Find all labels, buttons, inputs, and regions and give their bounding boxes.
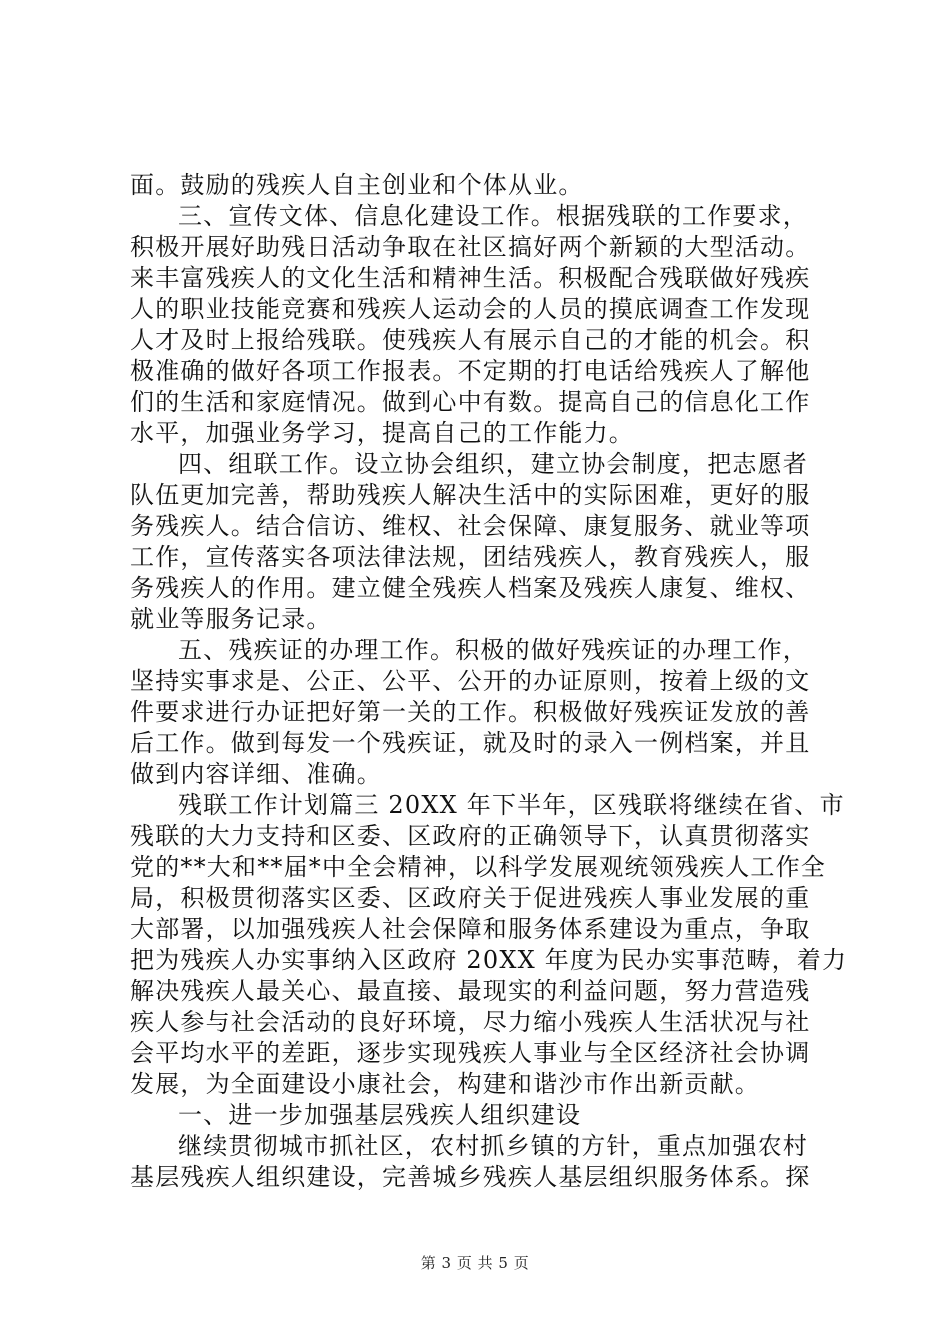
text-line: 局，积极贯彻落实区委、区政府关于促进残疾人事业发展的重 xyxy=(130,884,811,912)
text-line: 五、残疾证的办理工作。积极的做好残疾证的办理工作， xyxy=(178,636,808,664)
document-body xyxy=(130,170,848,1193)
text-line: 件要求进行办证把好第一关的工作。积极做好残疾证发放的善 xyxy=(130,698,811,726)
text-line: 人的职业技能竞赛和残疾人运动会的人员的摸底调查工作发现 xyxy=(130,295,811,323)
text-line: 继续贯彻城市抓社区，农村抓乡镇的方针，重点加强农村 xyxy=(178,1132,808,1160)
text-line: 务残疾人的作用。建立健全残疾人档案及残疾人康复、维权、 xyxy=(130,574,811,602)
text-line: 来丰富残疾人的文化生活和精神生活。积极配合残联做好残疾 xyxy=(130,264,811,292)
text-line: 发展，为全面建设小康社会，构建和谐沙市作出新贡献。 xyxy=(130,1070,760,1098)
text-line: 把为残疾人办实事纳入区政府 20XX 年度为民办实事范畴，着力 xyxy=(130,946,848,974)
text-line: 三、宣传文体、信息化建设工作。根据残联的工作要求， xyxy=(178,202,808,230)
text-line: 极准确的做好各项工作报表。不定期的打电话给残疾人了解他 xyxy=(130,357,811,385)
text-line: 会平均水平的差距，逐步实现残疾人事业与全区经济社会协调 xyxy=(130,1039,811,1067)
text-line: 务残疾人。结合信访、维权、社会保障、康复服务、就业等项 xyxy=(130,512,811,540)
text-line: 就业等服务记录。 xyxy=(130,605,332,633)
text-line: 疾人参与社会活动的良好环境，尽力缩小残疾人生活状况与社 xyxy=(130,1008,811,1036)
text-line: 残联的大力支持和区委、区政府的正确领导下，认真贯彻落实 xyxy=(130,822,811,850)
text-line: 人才及时上报给残联。使残疾人有展示自己的才能的机会。积 xyxy=(130,326,811,354)
text-line: 工作，宣传落实各项法律法规，团结残疾人，教育残疾人，服 xyxy=(130,543,811,571)
text-line: 们的生活和家庭情况。做到心中有数。提高自己的信息化工作 xyxy=(130,388,811,416)
text-line: 一、进一步加强基层残疾人组织建设 xyxy=(178,1101,582,1129)
text-line: 做到内容详细、准确。 xyxy=(130,760,382,788)
text-line: 基层残疾人组织建设，完善城乡残疾人基层组织服务体系。探 xyxy=(130,1163,811,1191)
page-footer: 第 3 页 共 5 页 xyxy=(420,1254,530,1272)
text-line: 残联工作计划篇三 20XX 年下半年，区残联将继续在省、市 xyxy=(178,791,845,819)
text-line: 坚持实事求是、公正、公平、公开的办证原则，按着上级的文 xyxy=(130,667,811,695)
text-line: 大部署，以加强残疾人社会保障和服务体系建设为重点，争取 xyxy=(130,915,811,943)
text-line: 队伍更加完善，帮助残疾人解决生活中的实际困难，更好的服 xyxy=(130,481,811,509)
text-line: 面。鼓励的残疾人自主创业和个体从业。 xyxy=(130,171,584,199)
text-line: 解决残疾人最关心、最直接、最现实的利益问题，努力营造残 xyxy=(130,977,811,1005)
text-line: 党的**大和**届*中全会精神，以科学发展观统领残疾人工作全 xyxy=(130,853,826,881)
text-line: 四、组联工作。设立协会组织，建立协会制度，把志愿者 xyxy=(178,450,808,478)
text-line: 后工作。做到每发一个残疾证，就及时的录入一例档案，并且 xyxy=(130,729,811,757)
text-line: 积极开展好助残日活动争取在社区搞好两个新颖的大型活动。 xyxy=(130,233,811,261)
text-line: 水平，加强业务学习，提高自己的工作能力。 xyxy=(130,419,634,447)
